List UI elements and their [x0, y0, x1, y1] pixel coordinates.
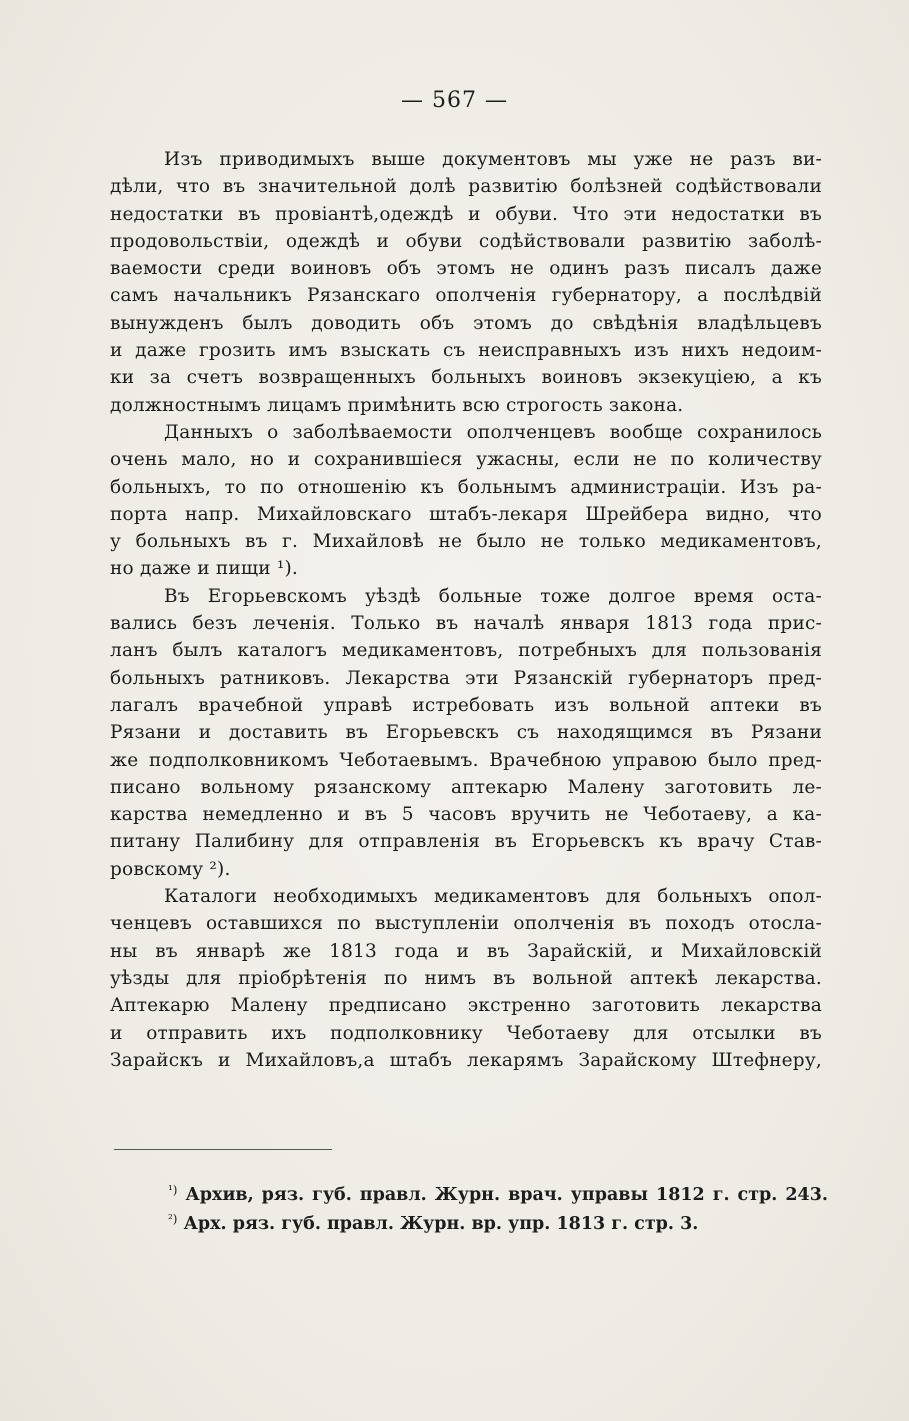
text-line: больныхъ ратниковъ. Лекарства эти Рязанскій губернаторъ пред-: [110, 667, 822, 689]
text-line: карства немедленно и въ 5 часовъ вручить не Чеботаеву, а ка-: [110, 804, 822, 826]
text-line: у больныхъ въ г. Михайловѣ не было не только медикаментовъ,: [110, 531, 822, 553]
body-text: [110, 146, 822, 1074]
text-line: очень мало, но и сохранившіеся ужасны, если не по количеству: [110, 449, 822, 471]
text-line: самъ начальникъ Рязанскаго ополченія губернатору, а послѣдвій: [110, 285, 822, 307]
footnote-2: [168, 1205, 748, 1234]
text-line: продовольствіи, одеждѣ и обуви содѣйствовали развитію заболѣ-: [110, 230, 822, 252]
text-line: Зарайскъ и Михайловъ,а штабъ лекарямъ Зарайскому Штефнеру,: [110, 1049, 822, 1071]
footnote-text: Арх. ряз. губ. правл. Журн. вр. упр. 1813 г. стр. 3.: [183, 1214, 699, 1234]
text-line: ки за счетъ возвращенныхъ больныхъ воиновъ экзекуціею, а къ: [110, 367, 822, 389]
text-line: недостатки въ провіантѣ,одеждѣ и обуви. Что эти недостатки въ: [110, 203, 822, 225]
text-line: же подполковникомъ Чеботаевымъ. Врачебною управою было пред-: [110, 749, 822, 771]
text-line: Аптекарю Малену предписано экстренно заготовить лекарства: [110, 995, 822, 1017]
text-line: и даже грозить имъ взыскать съ неисправныхъ изъ нихъ недоим-: [110, 340, 822, 362]
text-line: ченцевъ оставшихся по выступленіи ополченія въ походъ отосла-: [110, 913, 822, 935]
text-line: Каталоги необходимыхъ медикаментовъ для больныхъ опол-: [164, 886, 822, 908]
text-line: лагалъ врачебной управѣ истребовать изъ вольной аптеки въ: [110, 694, 822, 716]
footnote-text: Архив, ряз. губ. правл. Журн. врач. управы 1812 г. стр. 243.: [185, 1185, 829, 1205]
text-line: вынужденъ былъ доводить объ этомъ до свѣдѣнія владѣльцевъ: [110, 312, 822, 334]
paragraph: [110, 146, 822, 419]
footnote-mark: ¹): [168, 1183, 178, 1197]
page-number: — 567 —: [401, 88, 508, 113]
footnotes: [168, 1176, 828, 1234]
text-line: уѣзды для пріобрѣтенія по нимъ въ вольной аптекѣ лекарства.: [110, 967, 822, 989]
text-line: вались безъ леченія. Только въ началѣ января 1813 года прис-: [110, 613, 822, 635]
paragraph: [110, 883, 822, 1074]
text-line: Въ Егорьевскомъ уѣздѣ больные тоже долгое время оста-: [164, 585, 822, 607]
paragraph: [110, 419, 822, 583]
text-line: Рязани и доставить въ Егорьевскъ съ находящимся въ Рязани: [110, 722, 822, 744]
text-line: дѣли, что въ значительной долѣ развитію болѣзней содѣйствовали: [110, 176, 822, 198]
text-line: Изъ приводимыхъ выше документовъ мы уже не разъ ви-: [164, 149, 822, 170]
footnote-mark: ²): [168, 1212, 178, 1226]
text-line: но даже и пищи ¹).: [110, 558, 299, 580]
text-line: писано вольному рязанскому аптекарю Малену заготовить ле-: [110, 776, 822, 798]
text-line: питану Палибину для отправленія въ Егорьевскъ къ врачу Став-: [110, 831, 822, 853]
text-line: больныхъ, то по отношенію къ больнымъ администраціи. Изъ ра-: [110, 476, 822, 498]
text-line: ланъ былъ каталогъ медикаментовъ, потребныхъ для пользованія: [110, 640, 822, 662]
footnote-divider: [114, 1149, 332, 1150]
text-line: порта напр. Михайловскаго штабъ-лекаря Шрейбера видно, что: [110, 503, 822, 525]
text-line: ваемости среди воиновъ объ этомъ не одинъ разъ писалъ даже: [110, 258, 822, 280]
text-line: Данныхъ о заболѣваемости ополченцевъ вообще сохранилось: [164, 421, 822, 443]
text-line: и отправить ихъ подполковнику Чеботаеву для отсылки въ: [110, 1022, 822, 1044]
text-line: должностнымъ лицамъ примѣнить всю строгость закона.: [110, 394, 684, 416]
paragraph: [110, 583, 822, 883]
text-line: ровскому ²).: [110, 858, 231, 880]
footnote-1: [168, 1176, 828, 1205]
text-line: ны въ январѣ же 1813 года и въ Зарайскій, и Михайловскій: [110, 940, 822, 962]
